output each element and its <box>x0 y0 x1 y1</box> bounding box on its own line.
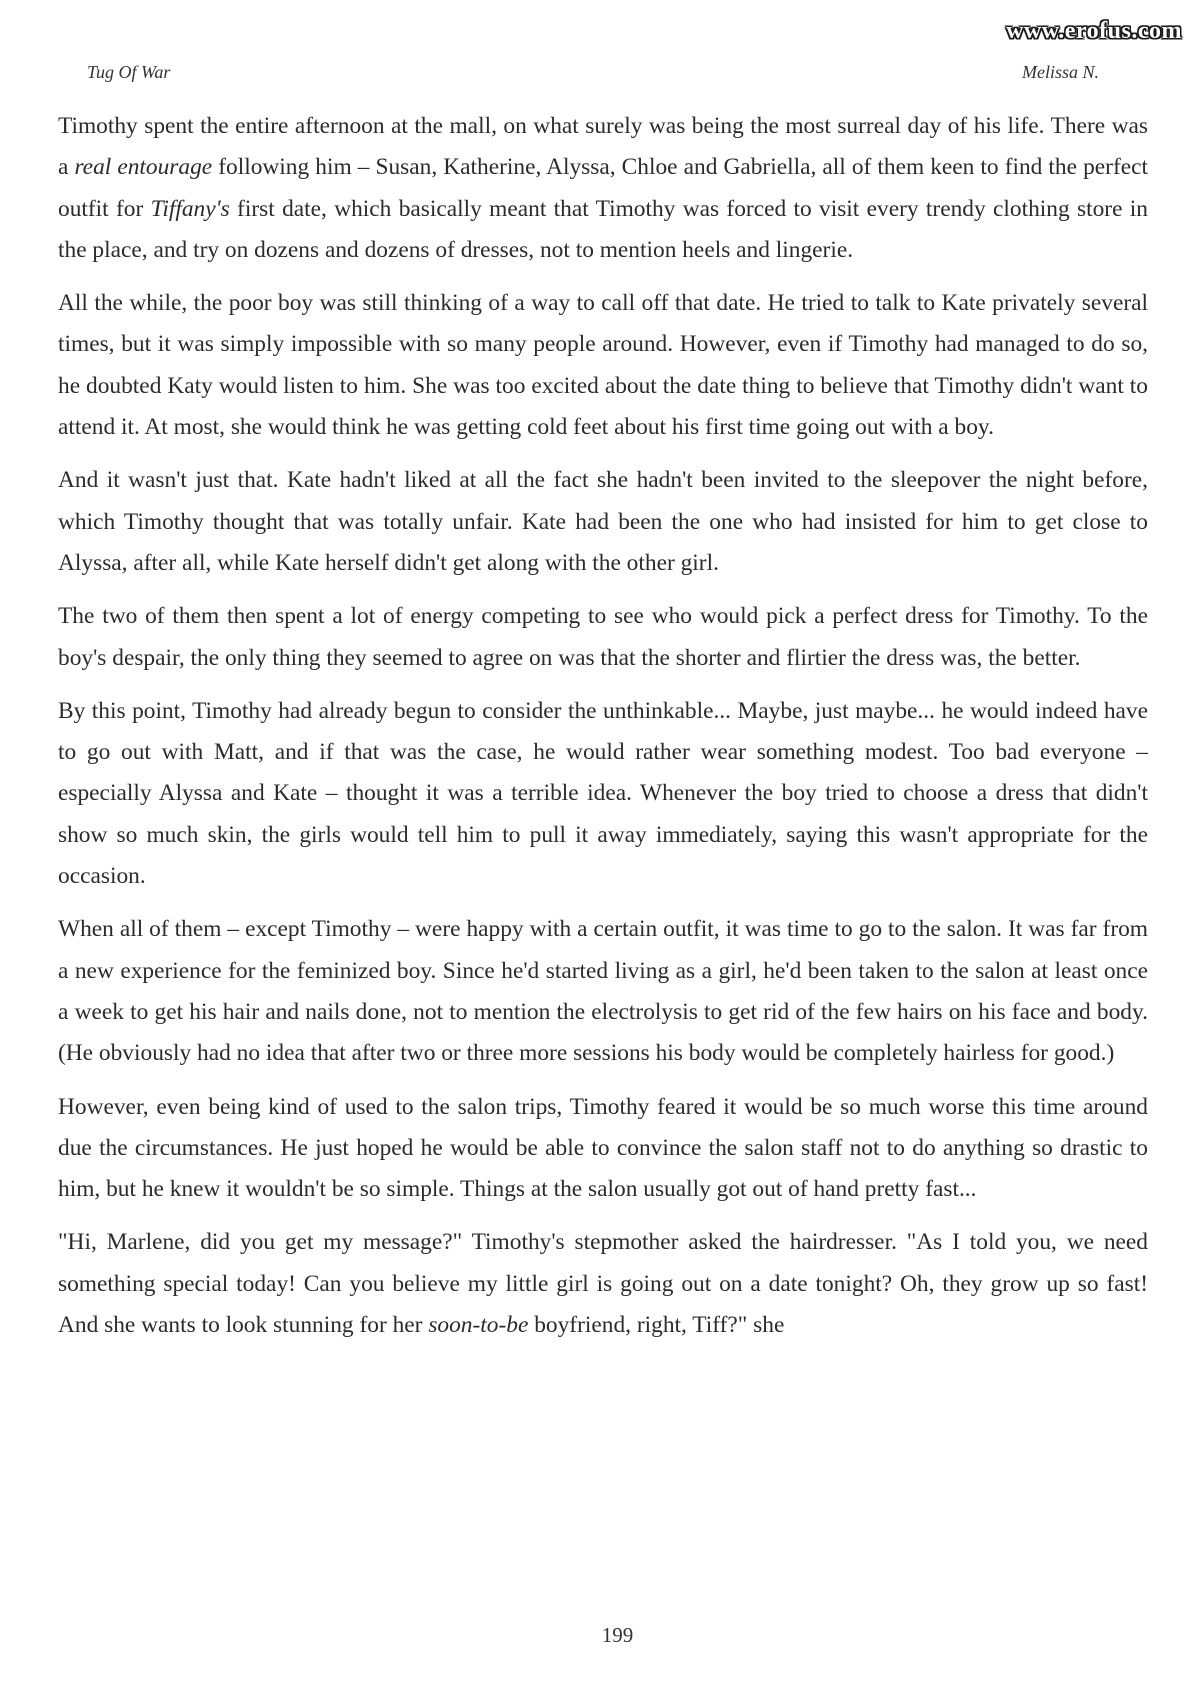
paragraph-text: When all of them – except Timothy – were happy with a certain outfit, it was time to go to the salon. It was far from a new experience for the feminized boy. Since he'd started living as a girl, he'd been taken to the salon at least once a week to get his hair and nails done, not to mention the electrolysis to get rid of the few hairs on his face and body. (He obviously had no idea that after two or three more sessions his body would be completely hairless for good.) <box>58 916 1148 1067</box>
paragraph <box>58 283 1148 448</box>
italic-text: soon-to-be <box>428 1312 529 1339</box>
paragraph <box>58 909 1148 1074</box>
author-name: Melissa N. <box>1021 62 1099 82</box>
book-title: Tug Of War <box>87 62 171 82</box>
paragraph <box>58 1222 1148 1346</box>
italic-text: real entourage <box>74 154 213 181</box>
paragraph-text: boyfriend, right, Tiff?" she <box>528 1312 785 1339</box>
paragraph-text: However, even being kind of used to the salon trips, Timothy feared it would be so much worse this time around due the circumstances. He just hoped he would be able to convince the salon staff not to do anything so drastic to him, but he knew it wouldn't be so simple. Things at the salon usually got out of hand pretty fast... <box>58 1093 1148 1203</box>
italic-text: Tiffany's <box>150 195 230 222</box>
paragraph-text: first date, which basically meant that Timothy was forced to visit every trendy clothing store in the place, and try on dozens and dozens of dresses, not to mention heels and lingerie. <box>58 195 1148 263</box>
page-number: 199 <box>601 1623 634 1647</box>
body-text <box>58 106 1148 1358</box>
paragraph-text: following him – Susan, Katherine, Alyssa, Chloe and Gabriella, all of them keen to find the perfect outfit for <box>58 154 1148 222</box>
paragraph-text: By this point, Timothy had already begun to consider the unthinkable... Maybe, just maybe... he would indeed have to go out with Matt, and if that was the case, he would rather wear something modest. Too bad everyone – especially Alyssa and Kate – thought it was a terrible idea. Whenever the boy tried to choose a dress that didn't show so much skin, the girls would tell him to pull it away immediately, saying this wasn't appropriate for the occasion. <box>58 697 1148 890</box>
paragraph-text: Timothy spent the entire afternoon at the mall, on what surely was being the most surreal day of his life. There was a <box>58 113 1148 181</box>
paragraph-text: The two of them then spent a lot of energy competing to see who would pick a perfect dress for Timothy. To the boy's despair, the only thing they seemed to agree on was that the shorter and flirtier the dress was, the better. <box>58 603 1148 671</box>
paragraph <box>58 1087 1148 1211</box>
paragraph-text: And it wasn't just that. Kate hadn't liked at all the fact she hadn't been invited to the sleepover the night before, which Timothy thought that was totally unfair. Kate had been the one who had insisted for him to get close to Alyssa, after all, while Kate herself didn't get along with the other girl. <box>58 467 1148 576</box>
watermark-text: www.erofus.com <box>1006 18 1182 44</box>
paragraph <box>58 596 1148 679</box>
paragraph <box>58 691 1148 897</box>
paragraph-text: "Hi, Marlene, did you get my message?" Timothy's stepmother asked the hairdresser. "As I told you, we need something special today! Can you believe my little girl is going out on a date tonight? Oh, they grow up so fast! And she wants to look stunning for her <box>58 1229 1148 1339</box>
paragraph <box>58 460 1148 584</box>
paragraph-text: All the while, the poor boy was still thinking of a way to call off that date. He tried to talk to Kate privately several times, but it was simply impossible with so many people around. However, even if Timothy had managed to do so, he doubted Katy would listen to him. She was too excited about the date thing to believe that Timothy didn't want to attend it. At most, she would think he was getting cold feet about his first time going out with a boy. <box>58 290 1148 441</box>
paragraph <box>58 106 1148 271</box>
